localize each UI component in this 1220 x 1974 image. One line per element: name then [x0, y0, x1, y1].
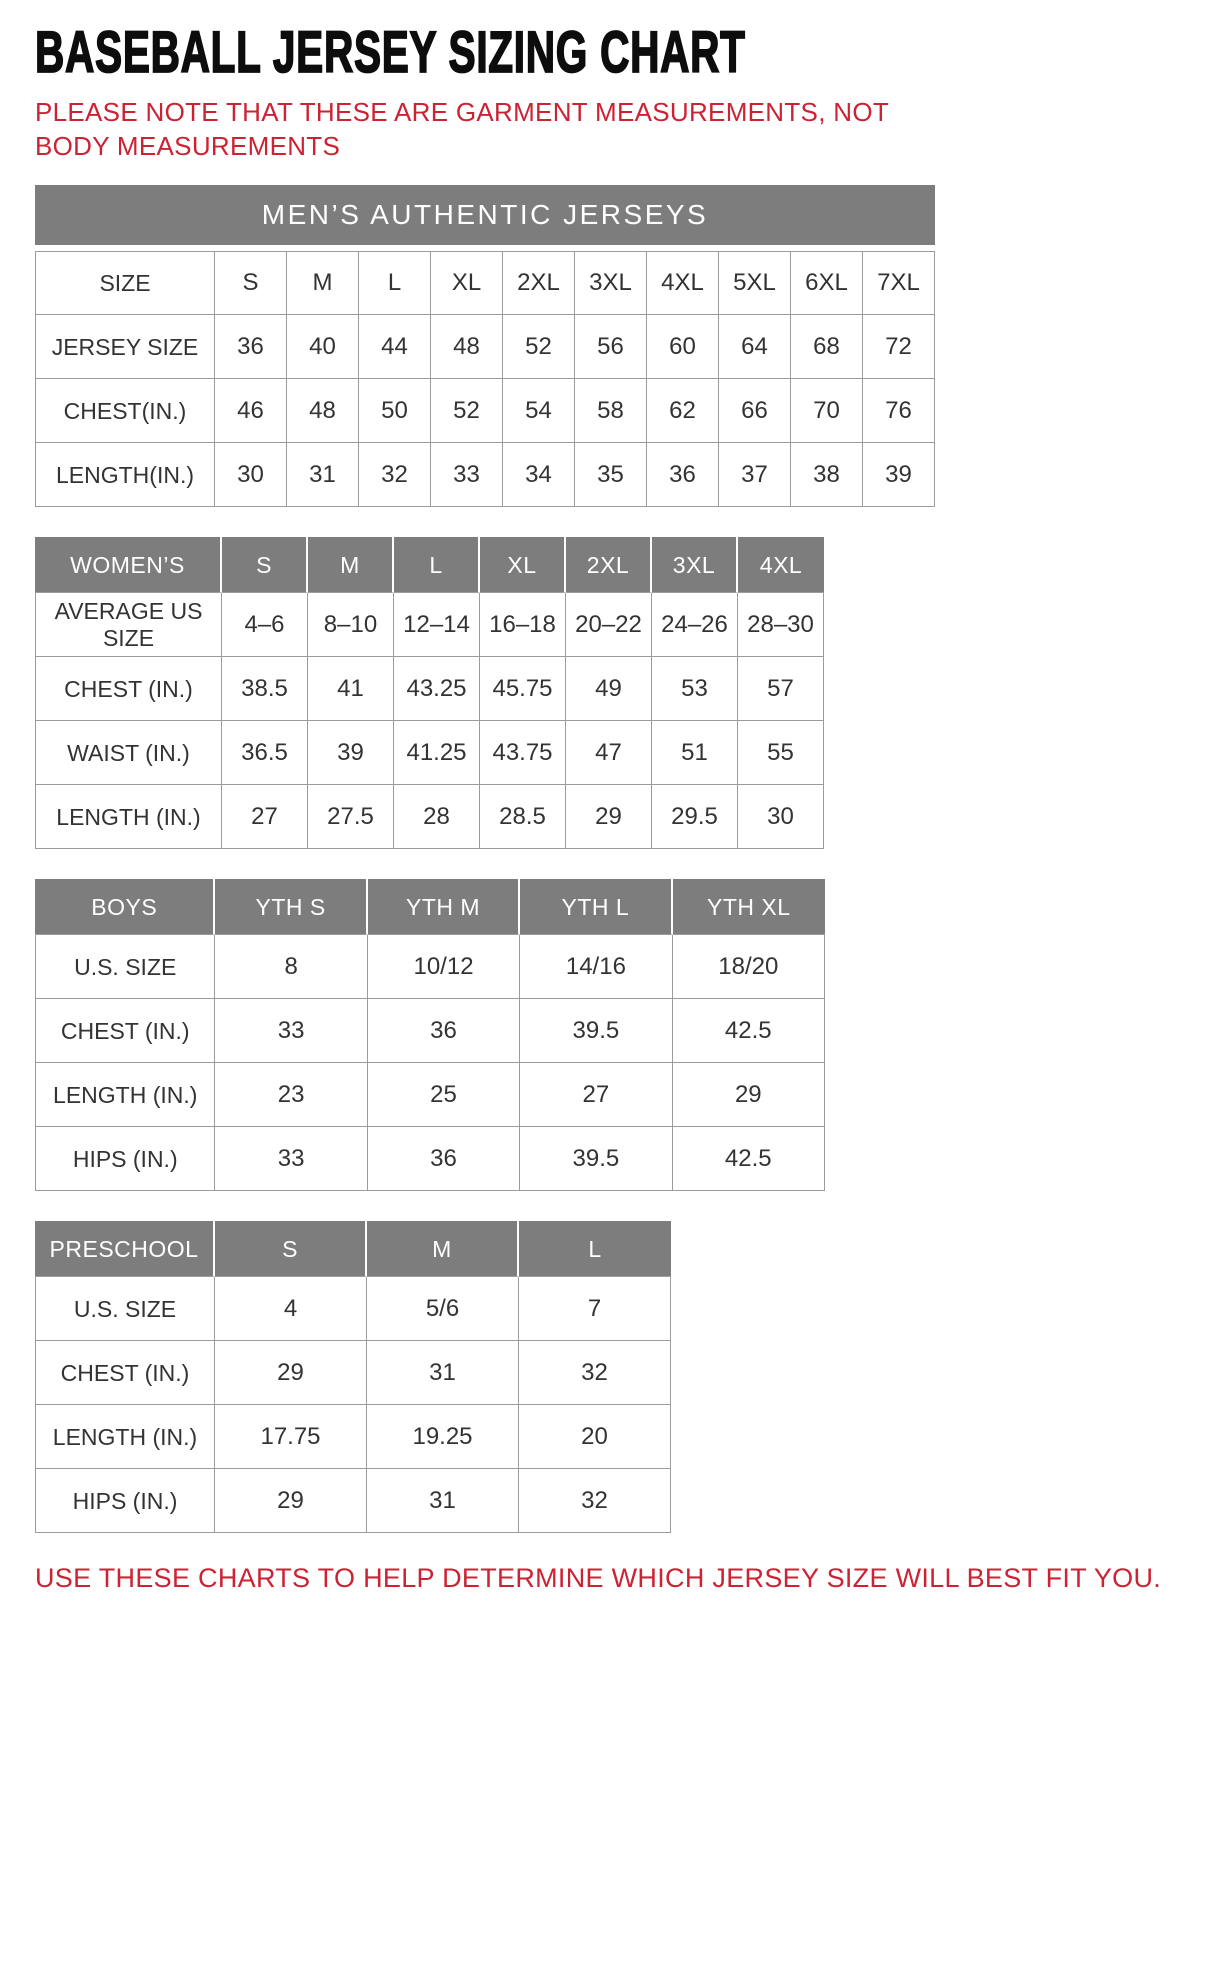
table-header-cell: YTH M — [368, 879, 520, 935]
size-value: 20–22 — [566, 593, 652, 657]
size-value: 36.5 — [222, 721, 308, 785]
size-value: 31 — [367, 1341, 519, 1405]
size-value: 38 — [791, 443, 863, 507]
size-value: 45.75 — [480, 657, 566, 721]
table-header-cell: 4XL — [738, 537, 824, 593]
size-value: 8 — [215, 935, 367, 999]
size-value: 76 — [863, 379, 935, 443]
size-value: 7 — [519, 1277, 671, 1341]
mens-table — [35, 251, 935, 507]
size-value: 41.25 — [394, 721, 480, 785]
size-value: 36 — [647, 443, 719, 507]
size-value: 27 — [520, 1063, 672, 1127]
size-value: 40 — [287, 315, 359, 379]
size-value: 4 — [215, 1277, 367, 1341]
size-value: 20 — [519, 1405, 671, 1469]
table-header-cell: YTH XL — [673, 879, 825, 935]
table-header-cell: S — [222, 537, 308, 593]
table-header-cell: M — [308, 537, 394, 593]
size-value: 27.5 — [308, 785, 394, 849]
size-value: 64 — [719, 315, 791, 379]
size-value: 19.25 — [367, 1405, 519, 1469]
page-title — [35, 22, 1185, 85]
row-label: U.S. SIZE — [35, 935, 215, 999]
size-value: 70 — [791, 379, 863, 443]
size-value: 68 — [791, 315, 863, 379]
size-value: 46 — [215, 379, 287, 443]
size-value: 4–6 — [222, 593, 308, 657]
size-value: L — [359, 251, 431, 315]
page-title-text: BASEBALL JERSEY SIZING CHART — [35, 20, 746, 85]
size-value: 10/12 — [368, 935, 520, 999]
table-header-cell: XL — [480, 537, 566, 593]
size-value: 39.5 — [520, 1127, 672, 1191]
size-value: 42.5 — [673, 1127, 825, 1191]
table-header-cell: M — [367, 1221, 519, 1277]
size-value: 28 — [394, 785, 480, 849]
size-value: 39 — [308, 721, 394, 785]
size-value: 47 — [566, 721, 652, 785]
size-value: 48 — [431, 315, 503, 379]
row-label: HIPS (IN.) — [35, 1469, 215, 1533]
size-value: 25 — [368, 1063, 520, 1127]
size-value: 27 — [222, 785, 308, 849]
size-value: 43.75 — [480, 721, 566, 785]
size-value: 30 — [215, 443, 287, 507]
row-label: CHEST (IN.) — [35, 1341, 215, 1405]
size-value: 32 — [519, 1341, 671, 1405]
row-label: JERSEY SIZE — [35, 315, 215, 379]
table-header-cell: PRESCHOOL — [35, 1221, 215, 1277]
size-value: 36 — [368, 999, 520, 1063]
size-value: 49 — [566, 657, 652, 721]
size-value: 16–18 — [480, 593, 566, 657]
size-value: 72 — [863, 315, 935, 379]
size-value: 24–26 — [652, 593, 738, 657]
size-value: 41 — [308, 657, 394, 721]
womens-sizing-table — [35, 537, 1185, 849]
size-value: 7XL — [863, 251, 935, 315]
size-value: 33 — [431, 443, 503, 507]
size-value: 29 — [673, 1063, 825, 1127]
size-value: 39 — [863, 443, 935, 507]
size-value: M — [287, 251, 359, 315]
row-label: AVERAGE US SIZE — [35, 593, 222, 657]
size-value: 8–10 — [308, 593, 394, 657]
size-value: 14/16 — [520, 935, 672, 999]
size-value: XL — [431, 251, 503, 315]
size-value: 29.5 — [652, 785, 738, 849]
size-value: 12–14 — [394, 593, 480, 657]
size-value: 60 — [647, 315, 719, 379]
size-value: 28–30 — [738, 593, 824, 657]
size-value: 17.75 — [215, 1405, 367, 1469]
size-value: 62 — [647, 379, 719, 443]
boys-table — [35, 879, 825, 1191]
size-value: 29 — [566, 785, 652, 849]
size-value: 3XL — [575, 251, 647, 315]
size-value: 36 — [368, 1127, 520, 1191]
size-value: 36 — [215, 315, 287, 379]
size-value: 30 — [738, 785, 824, 849]
size-value: 32 — [519, 1469, 671, 1533]
size-value: 5XL — [719, 251, 791, 315]
size-value: 57 — [738, 657, 824, 721]
table-header-cell: YTH L — [520, 879, 672, 935]
size-value: 31 — [287, 443, 359, 507]
row-label: SIZE — [35, 251, 215, 315]
row-label: CHEST (IN.) — [35, 999, 215, 1063]
size-value: 33 — [215, 999, 367, 1063]
size-value: 43.25 — [394, 657, 480, 721]
row-label: CHEST(IN.) — [35, 379, 215, 443]
size-value: 37 — [719, 443, 791, 507]
row-label: LENGTH (IN.) — [35, 1405, 215, 1469]
row-label: LENGTH(IN.) — [35, 443, 215, 507]
size-value: 53 — [652, 657, 738, 721]
size-value: S — [215, 251, 287, 315]
size-value: 54 — [503, 379, 575, 443]
size-value: 4XL — [647, 251, 719, 315]
mens-table-banner: MEN’S AUTHENTIC JERSEYS — [35, 185, 935, 245]
row-label: CHEST (IN.) — [35, 657, 222, 721]
mens-sizing-table — [35, 185, 1185, 507]
size-value: 5/6 — [367, 1277, 519, 1341]
womens-table — [35, 537, 824, 849]
size-value: 2XL — [503, 251, 575, 315]
size-value: 55 — [738, 721, 824, 785]
row-label: LENGTH (IN.) — [35, 785, 222, 849]
size-value: 51 — [652, 721, 738, 785]
preschool-table — [35, 1221, 671, 1533]
size-value: 52 — [503, 315, 575, 379]
size-value: 28.5 — [480, 785, 566, 849]
size-value: 29 — [215, 1469, 367, 1533]
size-value: 52 — [431, 379, 503, 443]
size-value: 48 — [287, 379, 359, 443]
size-value: 29 — [215, 1341, 367, 1405]
table-header-cell: 3XL — [652, 537, 738, 593]
size-value: 56 — [575, 315, 647, 379]
size-value: 34 — [503, 443, 575, 507]
size-value: 66 — [719, 379, 791, 443]
table-header-cell: S — [215, 1221, 367, 1277]
table-header-cell: L — [519, 1221, 671, 1277]
table-header-cell: YTH S — [215, 879, 367, 935]
size-value: 50 — [359, 379, 431, 443]
size-value: 6XL — [791, 251, 863, 315]
boys-sizing-table — [35, 879, 1185, 1191]
row-label: U.S. SIZE — [35, 1277, 215, 1341]
table-header-cell: WOMEN’S — [35, 537, 222, 593]
size-value: 31 — [367, 1469, 519, 1533]
size-value: 42.5 — [673, 999, 825, 1063]
row-label: HIPS (IN.) — [35, 1127, 215, 1191]
row-label: WAIST (IN.) — [35, 721, 222, 785]
size-value: 44 — [359, 315, 431, 379]
size-value: 33 — [215, 1127, 367, 1191]
size-value: 32 — [359, 443, 431, 507]
fit-advice-note: USE THESE CHARTS TO HELP DETERMINE WHICH JERSEY SIZE WILL BEST FIT YOU. — [35, 1563, 1162, 1594]
size-value: 58 — [575, 379, 647, 443]
table-header-cell: 2XL — [566, 537, 652, 593]
size-value: 39.5 — [520, 999, 672, 1063]
size-value: 38.5 — [222, 657, 308, 721]
size-value: 23 — [215, 1063, 367, 1127]
preschool-sizing-table — [35, 1221, 1185, 1533]
size-value: 18/20 — [673, 935, 825, 999]
row-label: LENGTH (IN.) — [35, 1063, 215, 1127]
size-value: 35 — [575, 443, 647, 507]
table-header-cell: BOYS — [35, 879, 215, 935]
table-header-cell: L — [394, 537, 480, 593]
garment-measurement-note: PLEASE NOTE THAT THESE ARE GARMENT MEASUREMENTS, NOT BODY MEASUREMENTS — [35, 96, 889, 161]
